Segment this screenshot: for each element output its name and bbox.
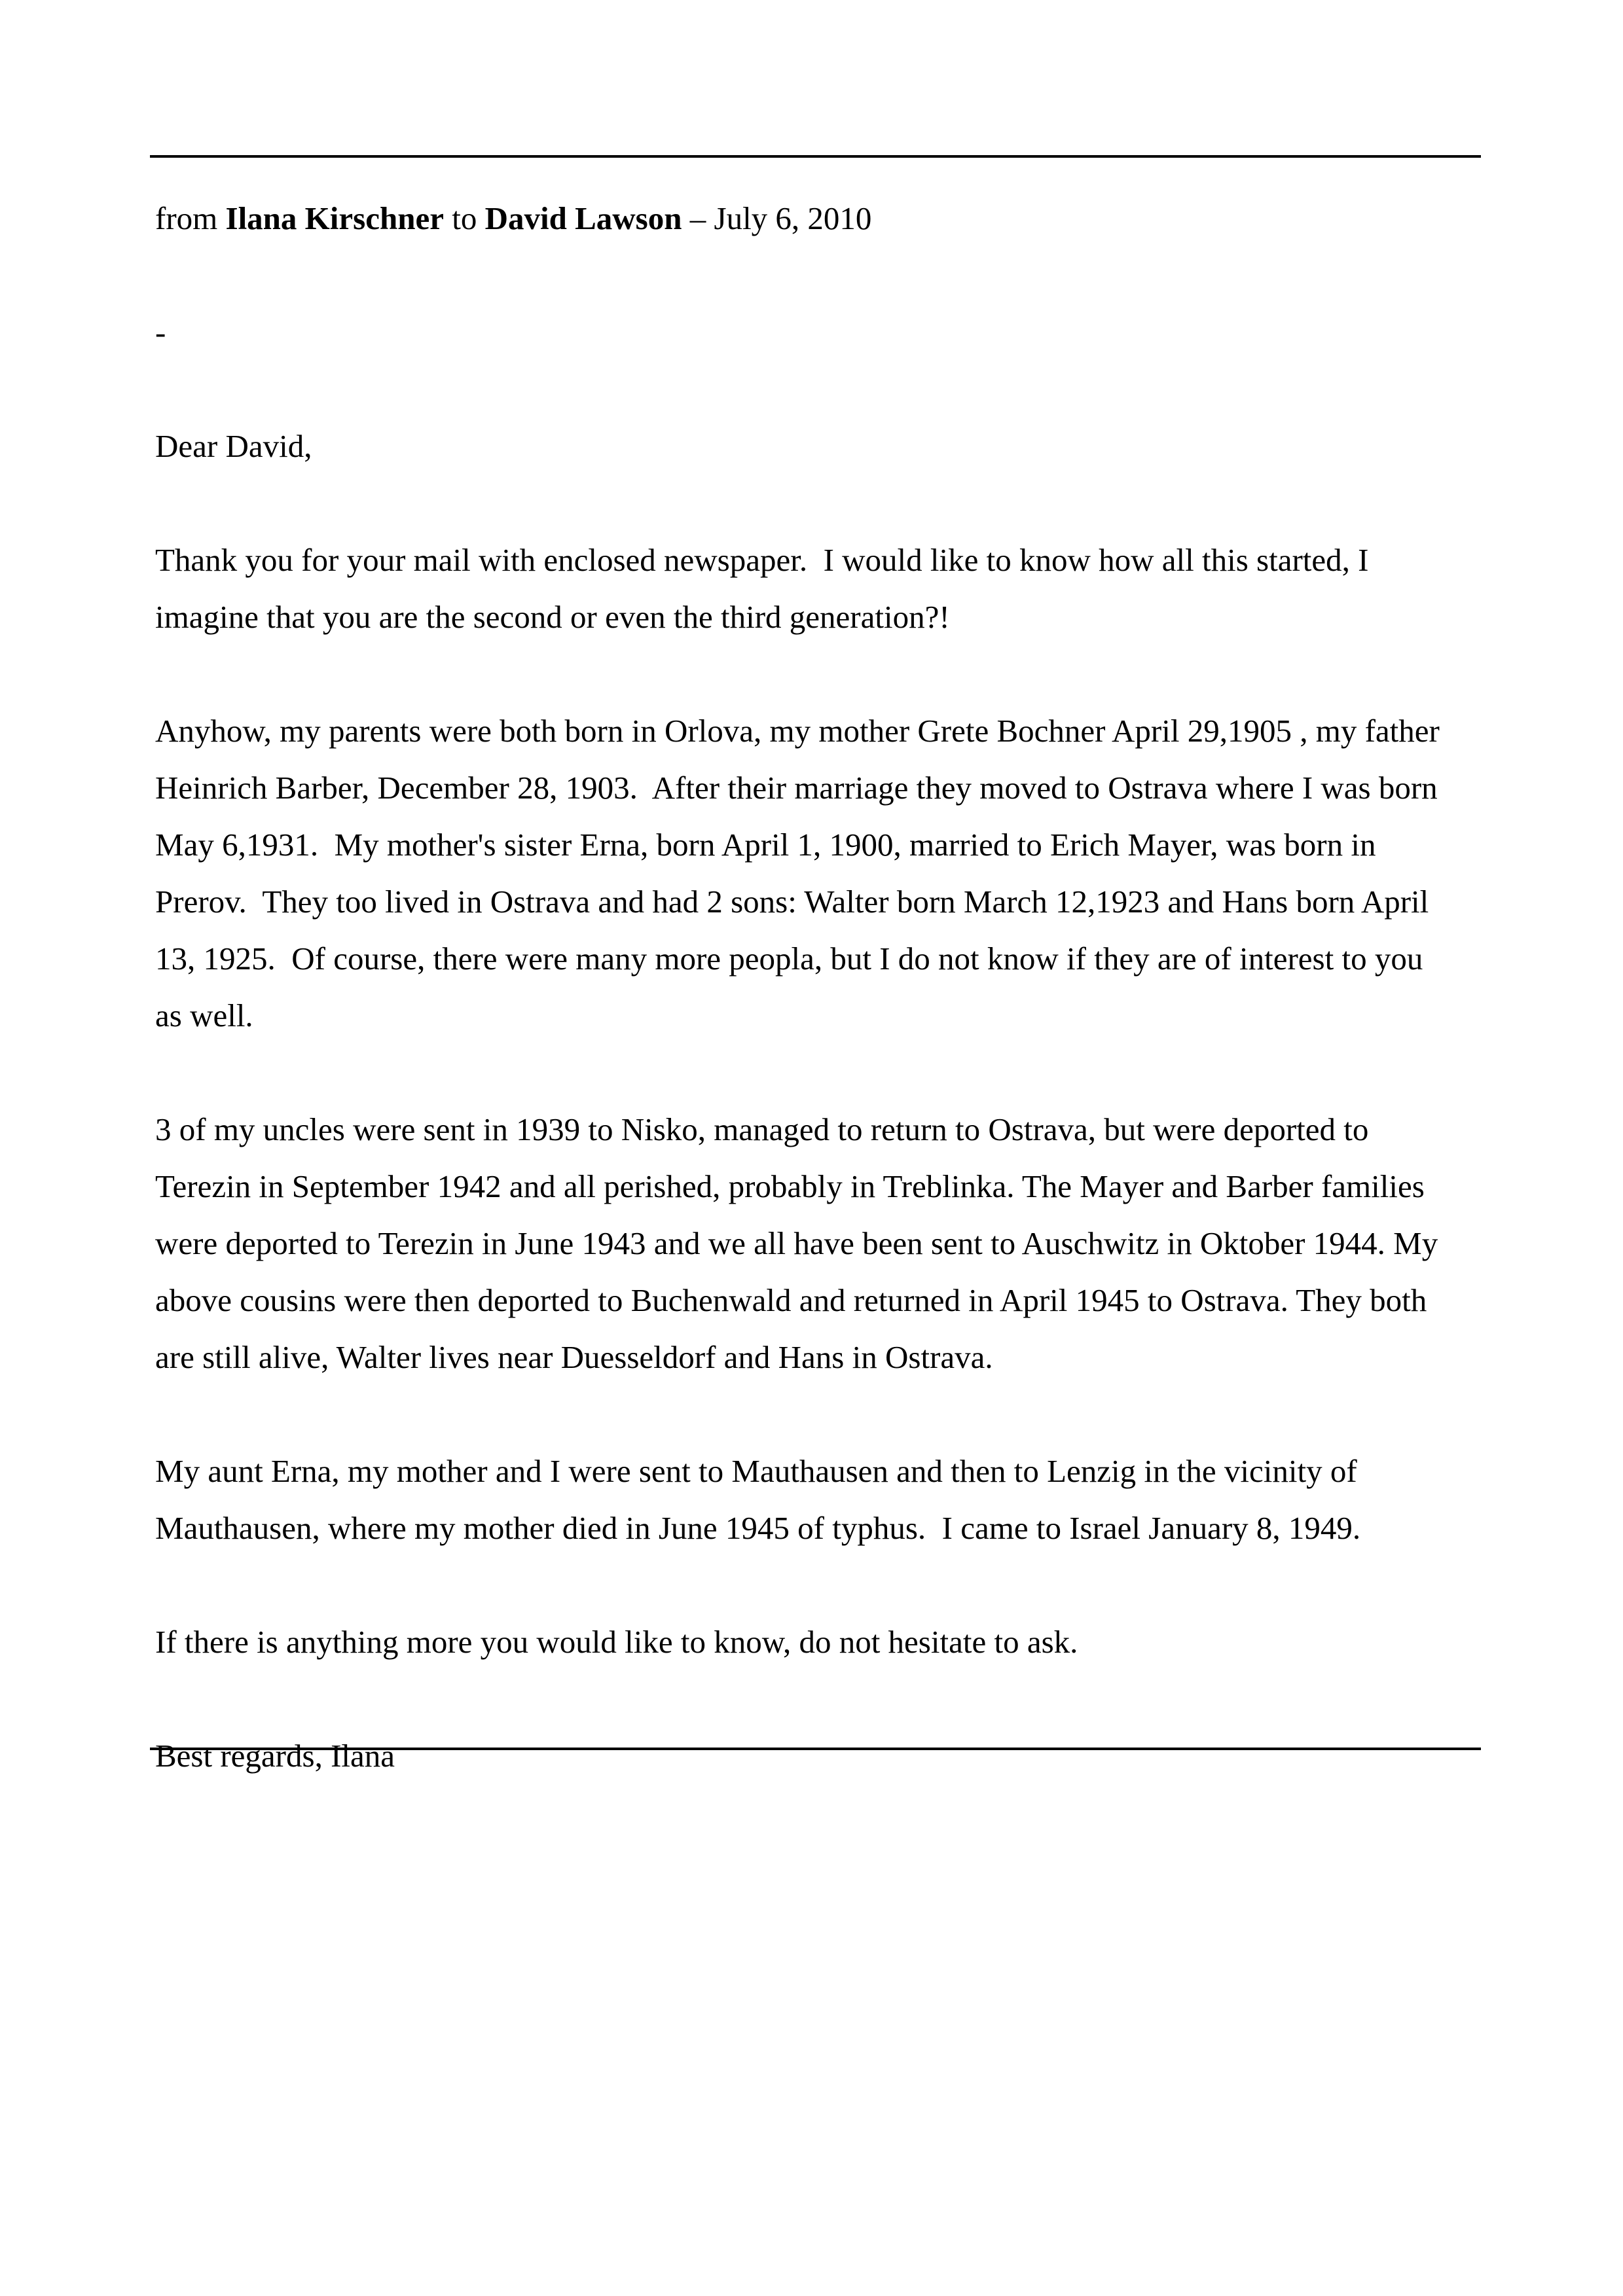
bottom-divider xyxy=(150,1748,1481,1750)
paragraph-5 xyxy=(155,1613,1491,1670)
closing: Best regards, Ilana xyxy=(155,1738,395,1774)
paragraph-line: were deported to Terezin in June 1943 and we all have been sent to Auschwitz in Oktober 1944. My xyxy=(155,1225,1438,1261)
paragraph-line: Terezin in September 1942 and all perished, probably in Treblinka. The Mayer and Barber families xyxy=(155,1168,1425,1204)
from-label: from xyxy=(155,200,218,236)
paragraph-line: Anyhow, my parents were both born in Orlova, my mother Grete Bochner April 29,1905 , my father xyxy=(155,713,1440,749)
paragraph-line: are still alive, Walter lives near Duesseldorf and Hans in Ostrava. xyxy=(155,1339,993,1375)
top-divider xyxy=(150,155,1481,158)
dash-line: - xyxy=(155,314,166,350)
paragraph-line: Mauthausen, where my mother died in June 1945 of typhus. I came to Israel January 8, 1949. xyxy=(155,1510,1361,1546)
salutation: Dear David, xyxy=(155,428,312,464)
letter-body xyxy=(155,190,1491,1784)
paragraph-line: as well. xyxy=(155,997,253,1033)
recipient-name: David Lawson xyxy=(484,200,682,236)
paragraph-line: 13, 1925. Of course, there were many more peopla, but I do not know if they are of interest to you xyxy=(155,941,1423,977)
paragraph-line: Heinrich Barber, December 28, 1903. After their marriage they moved to Ostrava where I was born xyxy=(155,770,1438,806)
paragraph-line: May 6,1931. My mother's sister Erna, born April 1, 1900, married to Erich Mayer, was born in xyxy=(155,827,1376,863)
paragraph-line: 3 of my uncles were sent in 1939 to Nisko, managed to return to Ostrava, but were deported to xyxy=(155,1111,1369,1147)
paragraph-line: imagine that you are the second or even the third generation?! xyxy=(155,599,950,635)
sender-name: Ilana Kirschner xyxy=(225,200,444,236)
letter-header xyxy=(155,190,1491,247)
paragraph-line: If there is anything more you would like to know, do not hesitate to ask. xyxy=(155,1624,1078,1660)
paragraph-line: My aunt Erna, my mother and I were sent to Mauthausen and then to Lenzig in the vicinity of xyxy=(155,1453,1357,1489)
paragraph-line: Thank you for your mail with enclosed newspaper. I would like to know how all this started, I xyxy=(155,542,1369,578)
paragraph-line: Prerov. They too lived in Ostrava and had 2 sons: Walter born March 12,1923 and Hans born April xyxy=(155,884,1429,920)
paragraph-4 xyxy=(155,1443,1491,1556)
paragraph-1 xyxy=(155,531,1491,645)
to-label: to xyxy=(452,200,477,236)
paragraph-3 xyxy=(155,1101,1491,1386)
paragraph-2 xyxy=(155,702,1491,1044)
paragraph-line: above cousins were then deported to Buchenwald and returned in April 1945 to Ostrava. They both xyxy=(155,1282,1427,1318)
letter-date: – July 6, 2010 xyxy=(689,200,872,236)
